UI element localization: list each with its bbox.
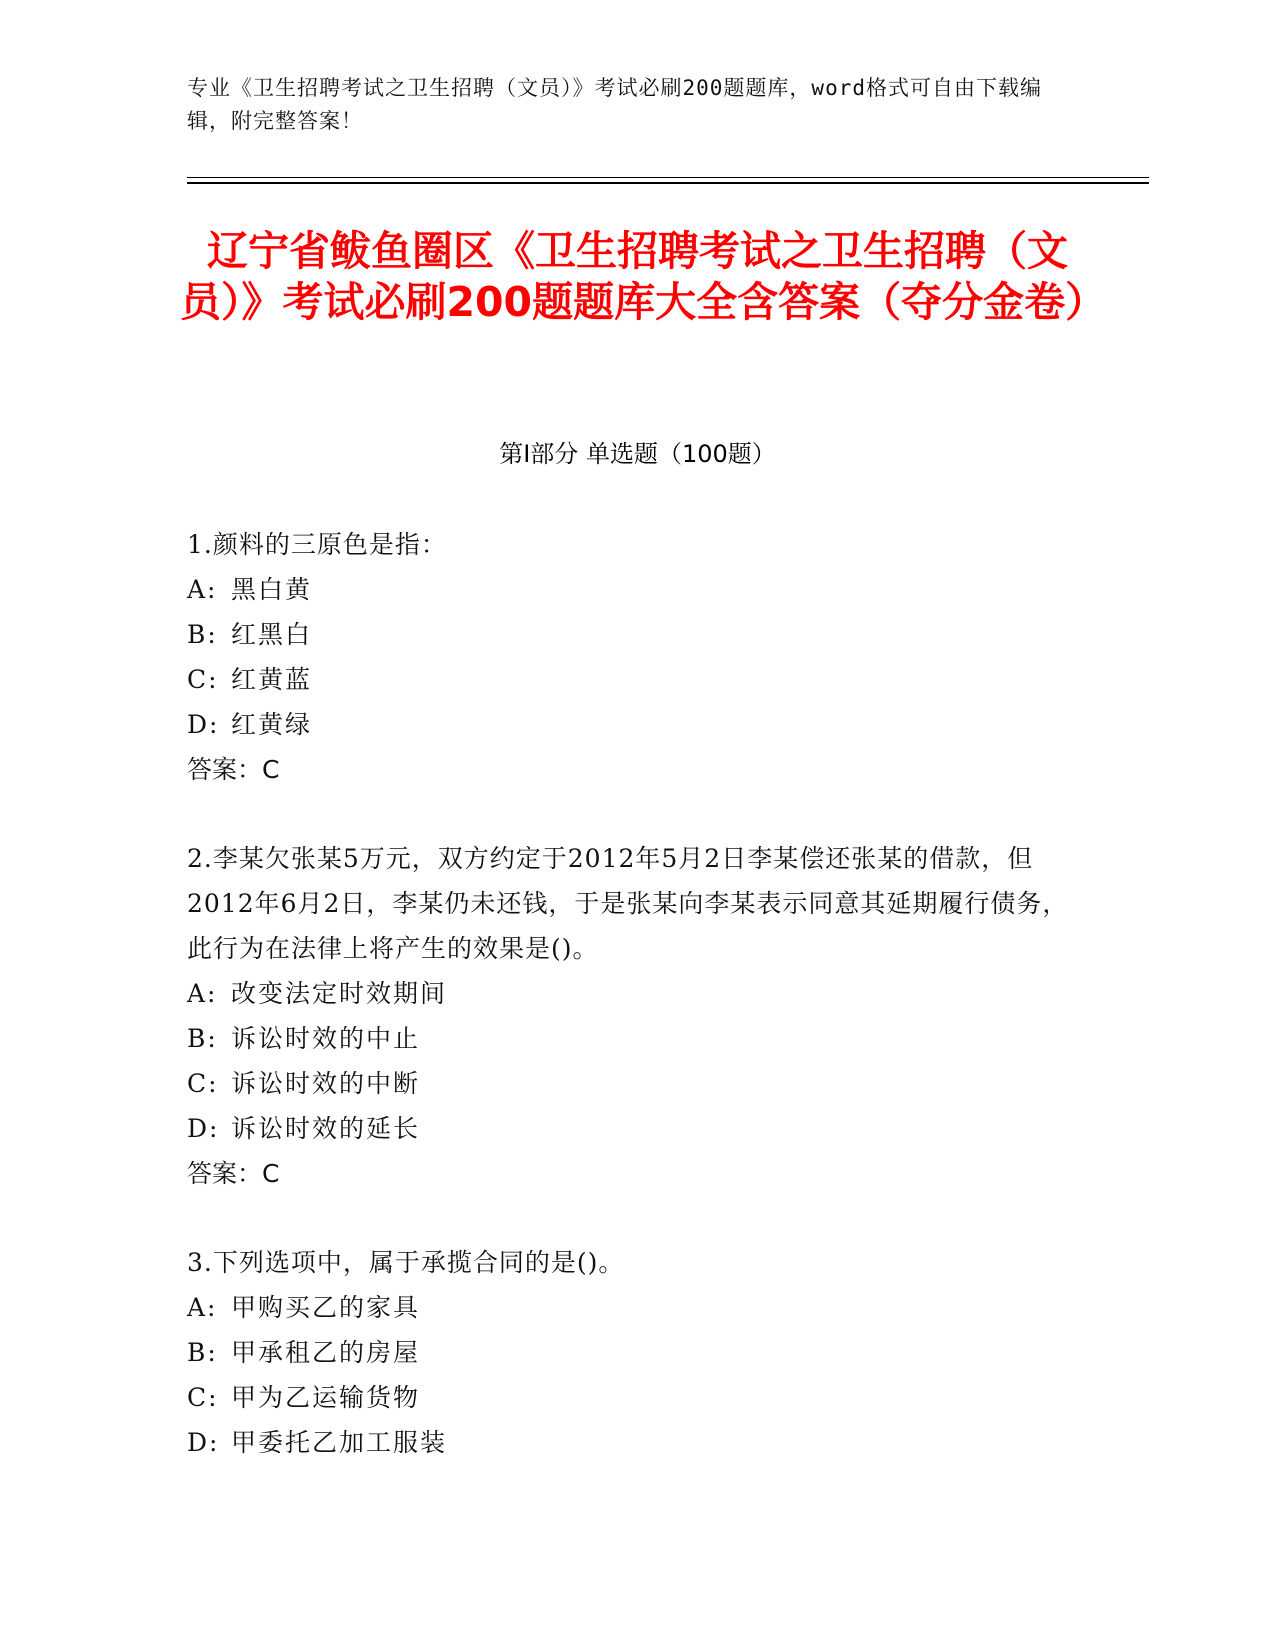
option-key: D: — [187, 1428, 220, 1457]
option-text: 诉讼时效的中止 — [231, 1024, 421, 1053]
option-key: A: — [187, 979, 218, 1008]
option-d — [187, 702, 1077, 747]
option-key: D: — [187, 1114, 220, 1143]
option-a — [187, 567, 1077, 612]
option-text: 甲委托乙加工服装 — [231, 1428, 448, 1457]
option-text: 改变法定时效期间 — [231, 979, 448, 1008]
header-divider-bottom — [187, 182, 1149, 184]
question-3 — [187, 1240, 1077, 1465]
option-text: 甲承租乙的房屋 — [231, 1338, 421, 1367]
option-key: C: — [187, 1383, 219, 1412]
option-a — [187, 971, 1077, 1016]
document-title: 辽宁省鲅鱼圈区《卫生招聘考试之卫生招聘（文员）》考试必刷200题题库大全含答案（夺分金卷） — [180, 227, 1107, 326]
option-text: 甲为乙运输货物 — [231, 1383, 421, 1412]
option-c — [187, 1061, 1077, 1106]
option-key: B: — [187, 1024, 218, 1053]
option-key: D: — [187, 710, 220, 739]
option-b — [187, 612, 1077, 657]
option-key: C: — [187, 1069, 219, 1098]
option-text: 诉讼时效的中断 — [231, 1069, 421, 1098]
option-d — [187, 1420, 1077, 1465]
option-key: C: — [187, 665, 219, 694]
option-a — [187, 1285, 1077, 1330]
option-key: A: — [187, 1293, 218, 1322]
section-title: 第Ⅰ部分 单选题（100题） — [499, 440, 776, 468]
option-text: 甲购买乙的家具 — [231, 1293, 421, 1322]
question-stem: 1.颜料的三原色是指： — [187, 530, 447, 559]
option-key: B: — [187, 1338, 218, 1367]
question-1 — [187, 522, 1077, 792]
option-b — [187, 1016, 1077, 1061]
option-text: 红黑白 — [231, 620, 313, 649]
intro-text: 专业《卫生招聘考试之卫生招聘（文员）》考试必刷200题题库，word格式可自由下载编辑，附完整答案！ — [187, 76, 1042, 133]
option-c — [187, 657, 1077, 702]
question-stem: 3.下列选项中，属于承揽合同的是()。 — [187, 1248, 625, 1277]
question-stem: 2.李某欠张某5万元，双方约定于2012年5月2日李某偿还张某的借款，但2012年6月2日，李某仍未还钱，于是张某向李某表示同意其延期履行债务，此行为在法律上将产生的效果是()。 — [187, 844, 1069, 963]
option-c — [187, 1375, 1077, 1420]
header-divider-top — [187, 177, 1149, 178]
option-d — [187, 1106, 1077, 1151]
option-b — [187, 1330, 1077, 1375]
option-key: A: — [187, 575, 218, 604]
question-2 — [187, 836, 1077, 1196]
answer-line: 答案：C — [187, 755, 280, 784]
option-text: 红黄绿 — [231, 710, 313, 739]
option-text: 黑白黄 — [231, 575, 313, 604]
option-text: 诉讼时效的延长 — [231, 1114, 421, 1143]
option-text: 红黄蓝 — [231, 665, 313, 694]
option-key: B: — [187, 620, 218, 649]
answer-line: 答案：C — [187, 1159, 280, 1188]
question-list — [187, 522, 1077, 1509]
